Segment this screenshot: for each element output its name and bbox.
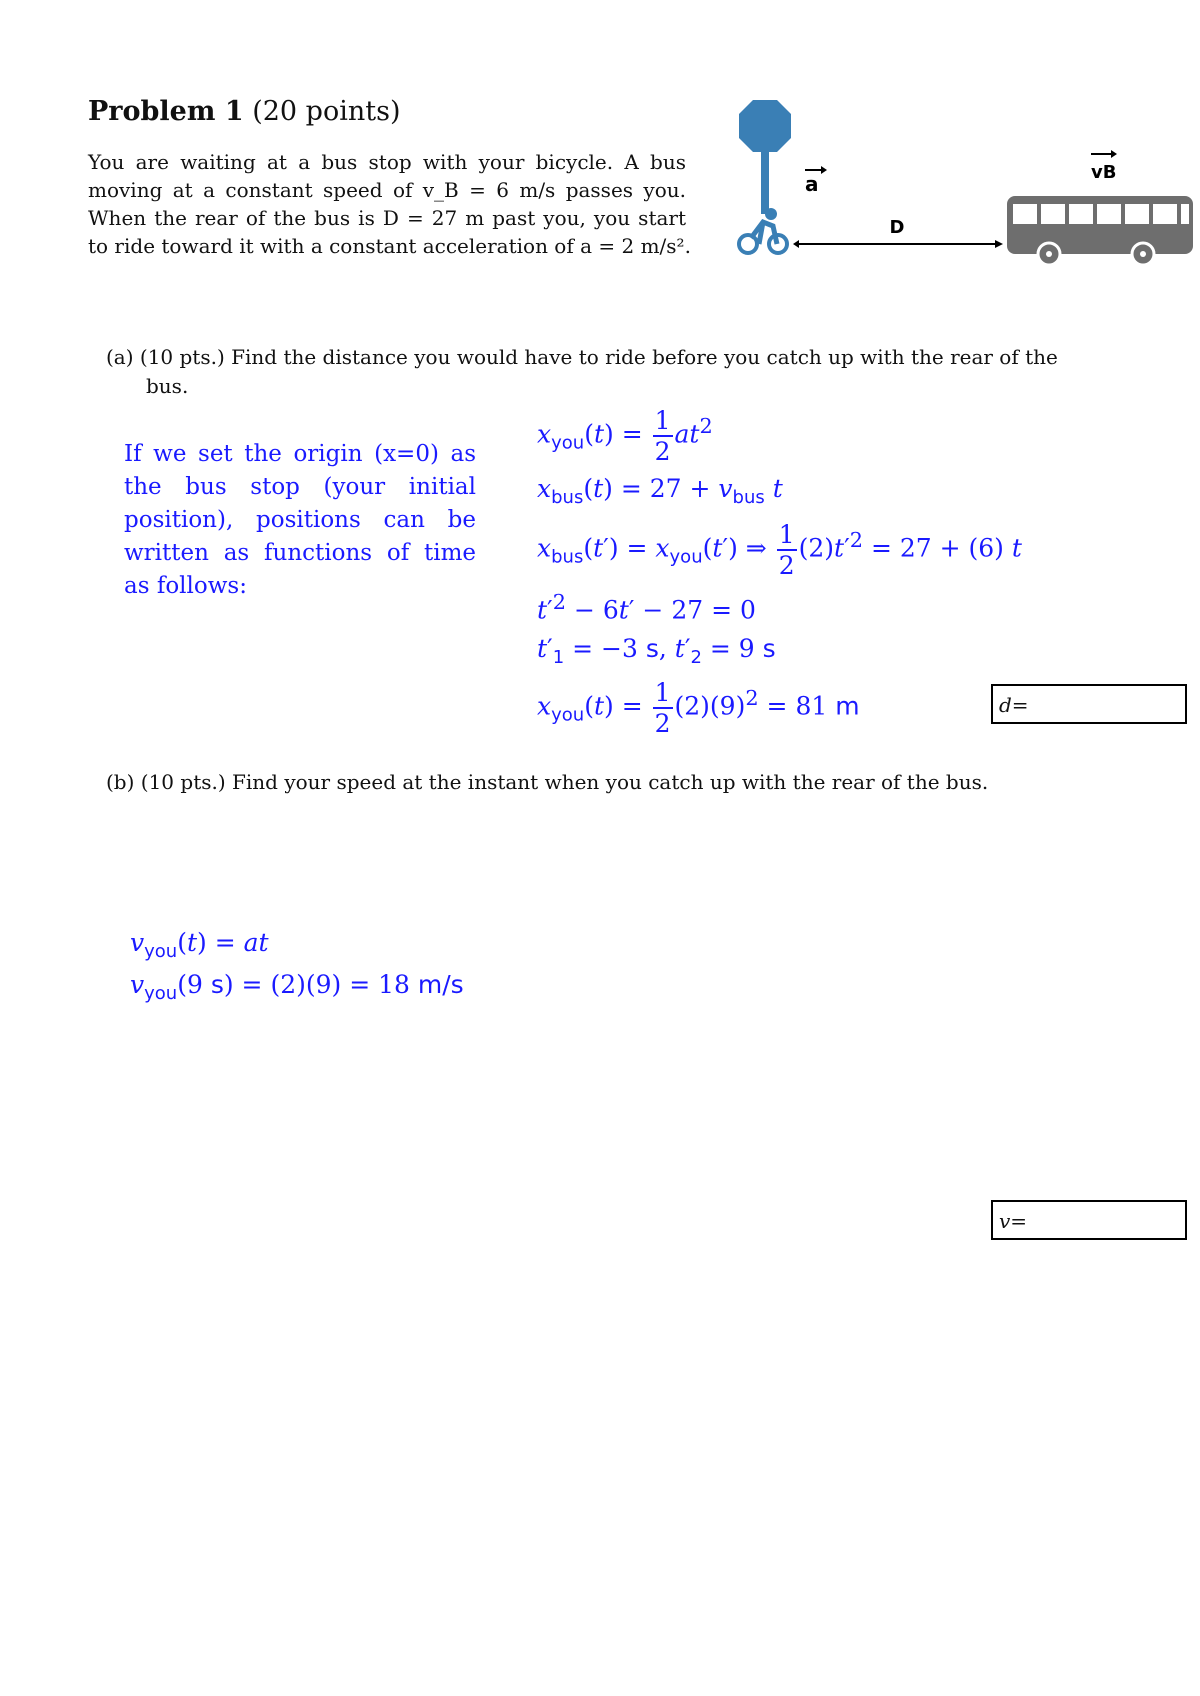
problem-title-bold: Problem 1 bbox=[88, 96, 244, 127]
statement-line-1: You are waiting at a bus stop with your bicycle. A bus bbox=[88, 150, 686, 174]
statement-line-2: moving at a constant speed of v_B = 6 m/s passes you. bbox=[88, 178, 686, 202]
part-a-label: (a) bbox=[106, 345, 134, 369]
answer-d-label: d= bbox=[999, 693, 1029, 717]
part-a-question-line1: Find the distance you would have to ride before you catch up with the rear of the bbox=[231, 345, 1058, 369]
part-a-question bbox=[106, 345, 1058, 369]
part-a-eq4: $t'^2 - 6t' - 27 = 0$ bbox=[537, 590, 756, 625]
statement-line-3: When the rear of the bus is D = 27 m past you, you start bbox=[88, 206, 686, 230]
bus-stop-sign-icon bbox=[739, 100, 791, 152]
problem-points: (20 points) bbox=[252, 96, 401, 127]
part-a-points: (10 pts.) bbox=[139, 345, 225, 369]
problem-title bbox=[88, 96, 400, 127]
answer-v-label: v= bbox=[999, 1209, 1028, 1233]
part-b-label: (b) bbox=[106, 770, 135, 794]
bus-icon bbox=[1007, 196, 1193, 265]
part-a-eq5: $t'_1 = -3$ s, $t'_2 = 9$ s bbox=[537, 634, 776, 668]
problem-figure bbox=[735, 98, 1195, 270]
statement-line-4: to ride toward it with a constant acceleration of a = 2 m/s². bbox=[88, 234, 691, 258]
cyclist-icon bbox=[739, 208, 787, 253]
part-a-note: If we set the origin (x=0) as the bus stop (your initial position), positions can be written as functions of time as follows: bbox=[124, 441, 476, 599]
answer-box-d[interactable] bbox=[991, 684, 1187, 724]
part-a-eq1: $x_{you}(t)$ = $\frac{1}{2}$ $at^2$ bbox=[537, 406, 713, 466]
part-a-eq3: $x_{bus}(t') = x_{you}(t')$ ⇒ $\frac{1}{2}$ $(2)t'^2 = 27 + (6)$ t bbox=[537, 520, 1022, 580]
part-a-eq6: $x_{you}(t)$ = $\frac{1}{2}$ $(2)(9)^2 = 81$ m bbox=[537, 678, 860, 738]
part-b-question-text: Find your speed at the instant when you catch up with the rear of the bus. bbox=[232, 770, 989, 794]
accel-label: a bbox=[805, 172, 819, 196]
part-b-points: (10 pts.) bbox=[140, 770, 226, 794]
part-b-eq1: $v_{you}(t)$ = at bbox=[130, 928, 269, 962]
part-b-question bbox=[106, 770, 988, 794]
answer-box-v[interactable] bbox=[991, 1200, 1187, 1240]
part-b-eq2: $v_{you}(9$ s) = (2)(9) = 18 m/s bbox=[130, 970, 464, 1004]
bus-stop-pole bbox=[761, 148, 769, 214]
part-a-question-line2: bus. bbox=[146, 374, 189, 398]
part-a-eq2: $x_{bus}(t) = 27 + v_{bus}$ t bbox=[537, 474, 783, 508]
distance-label: D bbox=[889, 217, 905, 238]
velocity-label: vB bbox=[1091, 162, 1117, 183]
